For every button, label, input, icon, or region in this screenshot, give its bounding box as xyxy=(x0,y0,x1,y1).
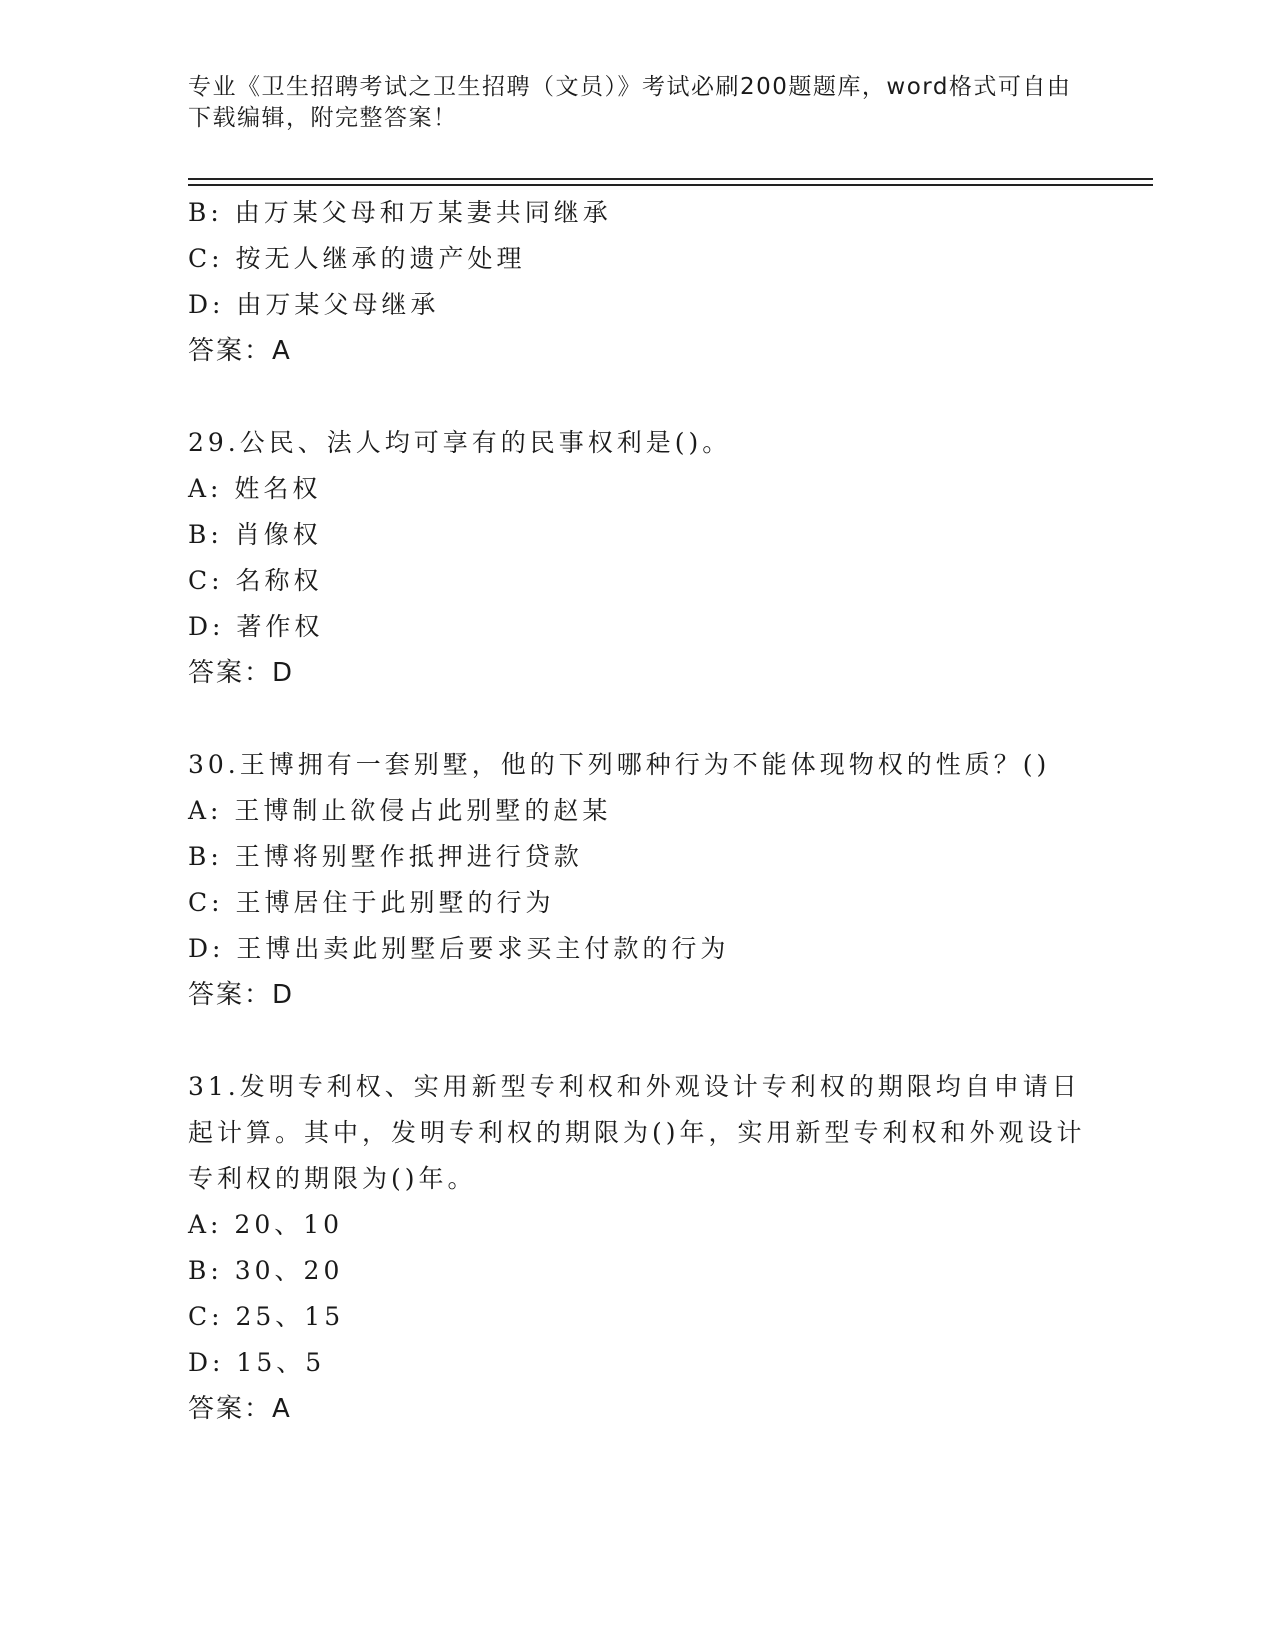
option-c: C: 25、15 xyxy=(188,1302,345,1331)
question-31 xyxy=(188,1064,1088,1432)
question-stem: 29.公民、法人均可享有的民事权利是()。 xyxy=(188,428,732,457)
document-header: 专业《卫生招聘考试之卫生招聘（文员）》考试必刷200题题库，word格式可自由下载编辑，附完整答案！ xyxy=(188,74,1072,131)
option-c: C: 按无人继承的遗产处理 xyxy=(188,244,526,273)
question-stem: 30.王博拥有一套别墅，他的下列哪种行为不能体现物权的性质？() xyxy=(188,750,1051,779)
option-b: B: 王博将别墅作抵押进行贷款 xyxy=(188,842,583,871)
document-body xyxy=(188,190,1088,1478)
option-c: C: 王博居住于此别墅的行为 xyxy=(188,888,555,917)
answer-line: 答案：D xyxy=(188,658,295,688)
option-d: D: 王博出卖此别墅后要求买主付款的行为 xyxy=(188,934,730,963)
option-b: B: 30、20 xyxy=(188,1256,344,1285)
question-stem: 31.发明专利权、实用新型专利权和外观设计专利权的期限均自申请日起计算。其中，发明专利权的期限为()年，实用新型专利权和外观设计专利权的期限为()年。 xyxy=(188,1072,1086,1193)
question-29 xyxy=(188,420,1088,696)
option-d: D: 著作权 xyxy=(188,612,324,641)
option-b: B: 肖像权 xyxy=(188,520,322,549)
question-28-partial xyxy=(188,190,1088,374)
option-c: C: 名称权 xyxy=(188,566,323,595)
option-a: A: 王博制止欲侵占此别墅的赵某 xyxy=(188,796,612,825)
option-a: A: 20、10 xyxy=(188,1210,344,1239)
header-rule-top xyxy=(188,178,1153,180)
option-a: A: 姓名权 xyxy=(188,474,322,503)
option-d: D: 由万某父母继承 xyxy=(188,290,440,319)
header-rule-bottom xyxy=(188,184,1153,186)
answer-line: 答案：D xyxy=(188,980,295,1010)
answer-line: 答案：A xyxy=(188,1394,292,1424)
answer-line: 答案：A xyxy=(188,336,292,366)
option-d: D: 15、5 xyxy=(188,1348,326,1377)
option-b: B: 由万某父母和万某妻共同继承 xyxy=(188,198,612,227)
question-30 xyxy=(188,742,1088,1018)
